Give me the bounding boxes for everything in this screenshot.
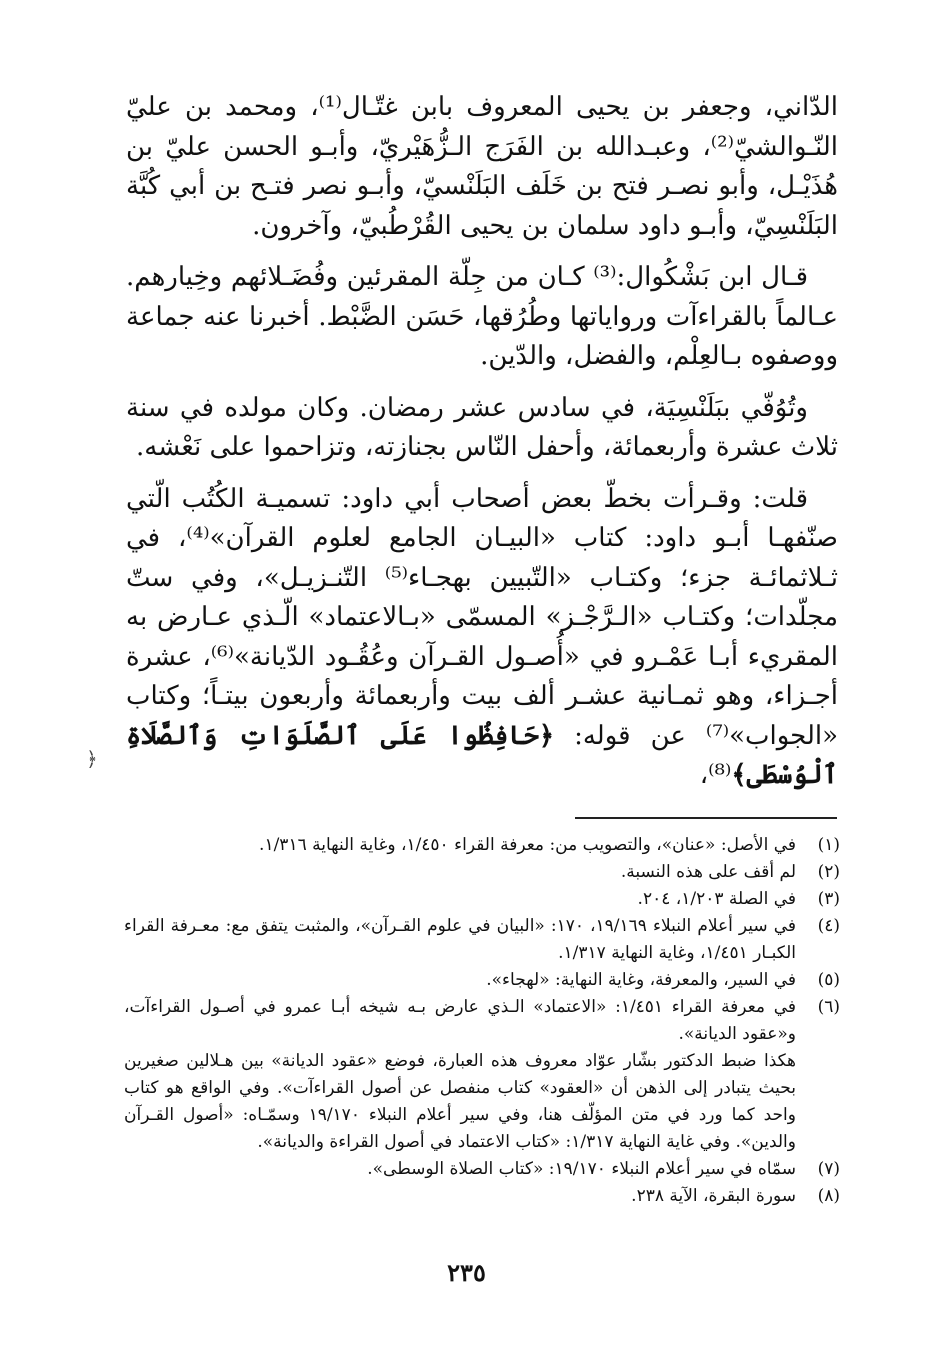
- main-text: [126, 88, 838, 808]
- footnote: [124, 1156, 840, 1183]
- page-number: ٢٣٥: [447, 1258, 486, 1287]
- footnote-ref: ⁽⁸⁾،: [699, 760, 732, 790]
- footnotes: [124, 832, 840, 1210]
- footnote: [124, 994, 840, 1048]
- footnote: [124, 832, 840, 859]
- footnote-number: (٥): [817, 970, 840, 990]
- footnote-text: في الأصل: «عنان»، والتصويب من: معرفة القراء ١/٤٥٠، وغاية النهاية ١/٣١٦.: [259, 835, 796, 855]
- footnote-number: (١): [817, 835, 840, 855]
- footnote: [124, 886, 840, 913]
- footnote: [124, 913, 840, 967]
- footnote-number: (٦): [817, 997, 840, 1017]
- paragraph: الدّاني، وجعفر بن يحيى المعروف بابن غتّـال⁽¹⁾، ومحمد بن عليّ النّـوالشيّ⁽²⁾، وعبـدالله بن الفَرَج الـزُّهَيْريّ، وأبـو الحسن عليّ بن هُذَيْـل، وأبو نصـر فتح بن خَلَف البَلَنْسيّ، وأبـو نصر فتـح بن أبي كُبَّة البَلَنْسِيّ، وأبـو داود سلمان بن يحيى القُرْطُبيّ، وآخرون.: [126, 92, 838, 241]
- footnote-separator: [575, 817, 837, 819]
- footnote-number: (٤): [817, 916, 840, 936]
- footnote-number: (٢): [817, 862, 840, 882]
- footnote: [124, 1183, 840, 1210]
- footnote-number: (٨): [817, 1186, 840, 1206]
- footnote-number: (٧): [817, 1159, 840, 1179]
- footnote-text: لم أقف على هذه النسبة.: [620, 862, 796, 882]
- footnote-text: سمّاه في سير أعلام النبلاء ١٩/١٧٠: «كتاب الصلاة الوسطى».: [367, 1159, 796, 1179]
- footnote-text: في الصلة ١/٢٠٣، ٢٠٤.: [637, 889, 796, 909]
- paragraph-text: قلت: وقـرأت بخطّ بعض أصحاب أبي داود: تسميـة الكُتُب الّتي صنّفهـا أبـو داود: كتاب «البيـان الجامع لعلوم القرآن»⁽⁴⁾، في ثـلاثمائـة جزء؛ وكتـاب «التّبيين بهجـاء⁽⁵⁾ التّنـزيـل»، وفي ستّ مجلّدات؛ وكتـاب «الـرَّجْـز» المسمّى «بـالاعتماد» الّـذي عـارض به المقريء أبـا عَمْـرو في «أُصـول القـرآن وعُقُـود الدّيانة»⁽⁶⁾، عشرة أجـزاء، وهو ثمـانية عشـر ألف بيت وأربعمائة وأربعون بيتـاً؛ وكتاب «الجواب»⁽⁷⁾ عن قوله:: [126, 483, 839, 751]
- footnote: [124, 967, 840, 994]
- quran-quote: ﴿حَافِظُوا عَلَى ٱلصَّلَوَاتِ وَٱلصَّلَاةِ ٱلْوُسْطَى﴾: [126, 720, 838, 790]
- footnote-text: في معرفة القراء ١/٤٥١: «الاعتماد» الـذي عارض بـه شيخه أبـا عمرو في أصـول القراءآت، و«عقود الديانة».: [124, 997, 796, 1044]
- footnote-continuation: هكذا ضبط الدكتور بشّار عوّاد معروف هذه العبارة، فوضع «عقود الديانة» بين هـلالين صغيرين بحيث يتبادر إلى الذهن أن «العقود» كتاب منفصل عن أصول القراءآت». وفي الواقع هو كتاب واحد كما ورد في متن المؤلّف هنا، وفي سير أعلام النبلاء ١٩/١٧٠ وسمّـاه: «أصول القـرآن والدين». وفي غاية النهاية ١/٣١٧: «كتاب الاعتماد في أصول القراءة والديانة».: [124, 1051, 796, 1152]
- footnote: [124, 859, 840, 886]
- paragraph: وتُوُفّي ببَلَنْسِيَة، في سادس عشر رمضان. وكان مولده في سنة ثلاث عشرة وأربعمائة، وأحفل النّاس بجنازته، وتزاحموا على نَعْشه.: [126, 392, 838, 462]
- margin-mark: ﴿: [86, 747, 98, 771]
- footnote-text: في سير أعلام النبلاء ١٩/١٦٩، ١٧٠: «البيان في علوم القـرآن»، والمثبت يتفق مع: معـرفة القراء الكبـار ١/٤٥١، وغاية النهاية ١/٣١٧.: [124, 916, 796, 963]
- footnote-text: سورة البقرة، الآية ٢٣٨.: [631, 1186, 796, 1206]
- footnote-text: في السير، والمعرفة، وغاية النهاية: «لهجاء».: [486, 970, 796, 990]
- paragraph: قـال ابن بَشْكُوال:⁽³⁾ كـان من جِلّة المقرئين وفُضَـلائهم وخِيارهم. عـالماً بالقراءآت ورواياتها وطُرُقها، حَسَن الضَّبْط. أخبرنا عنه جماعة ووصفوه بـالعِلْم، والفضل، والدّين.: [126, 262, 838, 371]
- footnote-number: (٣): [817, 889, 840, 909]
- paragraph: [126, 480, 838, 796]
